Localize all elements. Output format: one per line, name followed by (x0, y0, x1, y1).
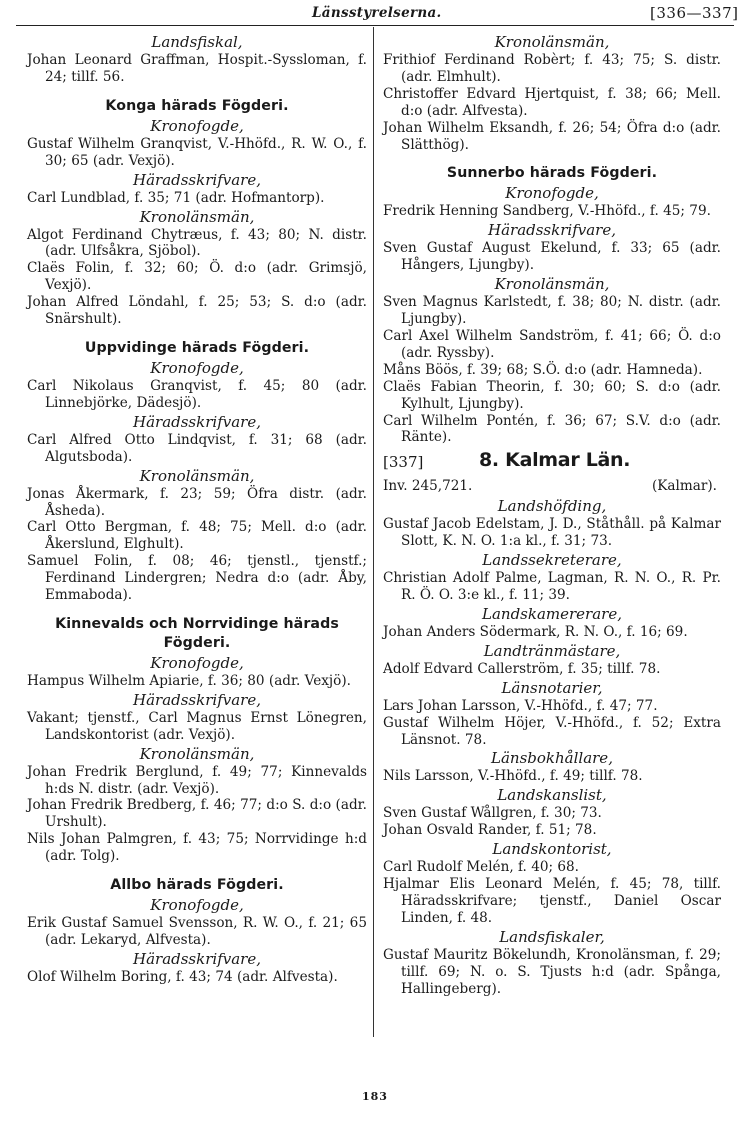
office-title: Kronofogde, (505, 184, 599, 203)
running-title: Länsstyrelserna. (312, 5, 442, 21)
district-heading: Uppvidinge härads Fögderi. (84, 339, 310, 356)
person-entry: Gustaf Wilhelm Höjer, V.-Hhöfd., f. 52; Extra Länsnot. 78. (383, 714, 721, 748)
person-entry: Gustaf Mauritz Bökelundh, Kronolänsman, f. 29; tillf. 69; N. o. S. Tjusts h:d (adr. Spånga, Hallingeberg). (383, 946, 721, 997)
county-name: 8. Kalmar Län. (479, 449, 631, 472)
county-seat: (Kalmar). (651, 478, 717, 495)
person-entry: Nils Johan Palmgren, f. 43; 75; Norrvidinge h:d (adr. Tolg). (27, 831, 367, 865)
person-entry: Johan Wilhelm Eksandh, f. 26; 54; Öfra d:o (adr. Slätthög). (383, 119, 721, 153)
person-entry: Christoffer Edvard Hjertquist, f. 38; 66; Mell. d:o (adr. Alfvesta). (383, 85, 721, 119)
office-title: Kronofogde, (150, 116, 244, 135)
person-entry: Gustaf Wilhelm Granqvist, V.-Hhöfd., R. W. O., f. 30; 65 (adr. Vexjö). (27, 135, 367, 169)
right-column-bottom (383, 496, 721, 997)
district-heading: Kinnevalds och Norrvidinge härads Fögderi. (55, 615, 339, 651)
column-divider (373, 27, 374, 1037)
county-page-ref: [337] (383, 453, 424, 472)
person-entry: Måns Böös, f. 39; 68; S.Ö. d:o (adr. Hamneda). (383, 361, 703, 378)
office-title: Landskamererare, (482, 604, 622, 623)
person-entry: Carl Rudolf Melén, f. 40; 68. (383, 859, 580, 876)
person-entry: Erik Gustaf Samuel Svensson, R. W. O., f. 21; 65 (adr. Lekaryd, Alfvesta). (27, 915, 367, 948)
office-title: Landskanslist, (497, 786, 607, 805)
page-folio: 183 (362, 1090, 388, 1103)
person-entry: Johan Alfred Löndahl, f. 25; 53; S. d:o (adr. Snärshult). (27, 294, 367, 328)
person-entry: Carl Nikolaus Granqvist, f. 45; 80 (adr. Linnebjörke, Dädesjö). (27, 377, 367, 411)
office-title: Landtränmästare, (483, 641, 621, 660)
county-inventory-row (383, 478, 721, 496)
office-title: Kronolänsmän, (494, 33, 610, 51)
person-entry: Carl Otto Bergman, f. 48; 75; Mell. d:o (adr. Åkerslund, Elghult). (27, 519, 367, 553)
office-title: Kronolänsmän, (494, 275, 610, 294)
person-entry: Johan Fredrik Bredberg, f. 46; 77; d:o S. d:o (adr. Urshult). (27, 797, 367, 831)
person-entry: Olof Wilhelm Boring, f. 43; 74 (adr. Alfvesta). (27, 968, 338, 985)
person-entry: Adolf Edvard Callerström, f. 35; tillf. 78. (383, 660, 661, 677)
office-title: Landsfiskaler, (499, 927, 605, 946)
office-title: Kronofogde, (150, 653, 244, 672)
office-title: Länsbokhållare, (491, 749, 613, 768)
person-entry: Fredrik Henning Sandberg, V.-Hhöfd., f. 45; 79. (383, 203, 711, 220)
section-gap (27, 328, 367, 339)
person-entry: Hjalmar Elis Leonard Melén, f. 45; 78, tillf. Häradsskrifvare; tjenstf., Daniel Oscar Linden, f. 48. (383, 876, 721, 926)
district-heading: Konga härads Fögderi. (105, 97, 289, 114)
section-gap (27, 604, 367, 615)
person-entry: Lars Johan Larsson, V.-Hhöfd., f. 47; 77. (383, 697, 658, 714)
office-title: Häradsskrifvare, (133, 690, 261, 709)
office-title: Kronolänsmän, (139, 207, 255, 226)
office-title: Kronofogde, (150, 896, 244, 915)
section-gap (383, 153, 721, 164)
office-title: Länsnotarier, (501, 678, 603, 697)
office-title: Häradsskrifvare, (133, 170, 261, 189)
office-title: Landsfiskal, (151, 33, 243, 51)
person-entry: Johan Osvald Rander, f. 51; 78. (383, 822, 597, 839)
person-entry: Gustaf Jacob Edelstam, J. D., Ståthåll. på Kalmar Slott, K. N. O. 1:a kl., f. 31; 73. (383, 516, 721, 550)
header-rule (16, 25, 734, 26)
county-inventory: Inv. 245,721. (383, 478, 473, 495)
section-gap (27, 86, 367, 97)
person-entry: Claës Fabian Theorin, f. 30; 60; S. d:o (adr. Kylhult, Ljungby). (383, 378, 721, 412)
person-entry: Carl Wilhelm Pontén, f. 36; 67; S.V. d:o (adr. Ränte). (383, 412, 721, 446)
office-title: Häradsskrifvare, (133, 412, 261, 431)
office-title: Landskontorist, (492, 840, 612, 859)
office-title: Landshöfding, (497, 497, 607, 516)
person-entry: Sven Gustaf August Ekelund, f. 33; 65 (adr. Hångers, Ljungby). (383, 240, 721, 274)
office-title: Kronofogde, (150, 358, 244, 377)
person-entry: Nils Larsson, V.-Hhöfd., f. 49; tillf. 78. (383, 768, 643, 785)
person-entry: Sven Magnus Karlstedt, f. 38; 80; N. distr. (adr. Ljungby). (383, 294, 721, 328)
person-entry: Hampus Wilhelm Apiarie, f. 36; 80 (adr. Vexjö). (27, 672, 351, 689)
person-entry: Johan Fredrik Berglund, f. 49; 77; Kinnevalds h:ds N. distr. (adr. Vexjö). (27, 763, 367, 797)
person-entry: Vakant; tjenstf., Carl Magnus Ernst Lönegren, Landskontorist (adr. Vexjö). (27, 709, 367, 743)
running-head (0, 3, 744, 27)
county-heading (383, 449, 721, 478)
district-heading: Sunnerbo härads Fögderi. (446, 165, 658, 182)
person-entry: Claës Folin, f. 32; 60; Ö. d:o (adr. Grimsjö, Vexjö). (27, 260, 367, 294)
office-title: Häradsskrifvare, (133, 949, 261, 968)
person-entry: Sven Gustaf Wållgren, f. 30; 73. (383, 805, 602, 822)
person-entry: Carl Alfred Otto Lindqvist, f. 31; 68 (adr. Algutsboda). (27, 431, 367, 465)
office-title: Landssekreterare, (482, 551, 622, 570)
person-entry: Johan Leonard Graffman, Hospit.-Syssloman, f. 24; tillf. 56. (27, 52, 367, 85)
person-entry: Samuel Folin, f. 08; 46; tjenstl., tjenstf.; Ferdinand Lindergren; Nedra d:o (adr. Åby, Emmaboda). (27, 553, 367, 604)
left-column (27, 32, 367, 986)
office-title: Häradsskrifvare, (488, 221, 616, 240)
right-column (383, 32, 721, 998)
section-gap (27, 865, 367, 876)
office-title: Kronolänsmän, (139, 744, 255, 763)
person-entry: Carl Lundblad, f. 35; 71 (adr. Hofmantorp). (27, 189, 325, 206)
person-entry: Johan Anders Södermark, R. N. O., f. 16; 69. (383, 623, 688, 640)
office-title: Kronolänsmän, (139, 466, 255, 485)
person-entry: Algot Ferdinand Chytræus, f. 43; 80; N. distr. (adr. Ulfsåkra, Sjöbol). (27, 226, 367, 260)
district-heading: Allbo härads Fögderi. (110, 877, 284, 894)
person-entry: Jonas Åkermark, f. 23; 59; Öfra distr. (adr. Åsheda). (27, 485, 367, 519)
page-range: [336—337] (650, 4, 739, 22)
person-entry: Christian Adolf Palme, Lagman, R. N. O., R. Pr. R. Ö. O. 3:e kl., f. 11; 39. (383, 570, 721, 604)
right-column-top (383, 32, 721, 446)
person-entry: Frithiof Ferdinand Robèrt; f. 43; 75; S. distr. (adr. Elmhult). (383, 52, 721, 85)
person-entry: Carl Axel Wilhelm Sandström, f. 41; 66; Ö. d:o (adr. Ryssby). (383, 327, 721, 361)
